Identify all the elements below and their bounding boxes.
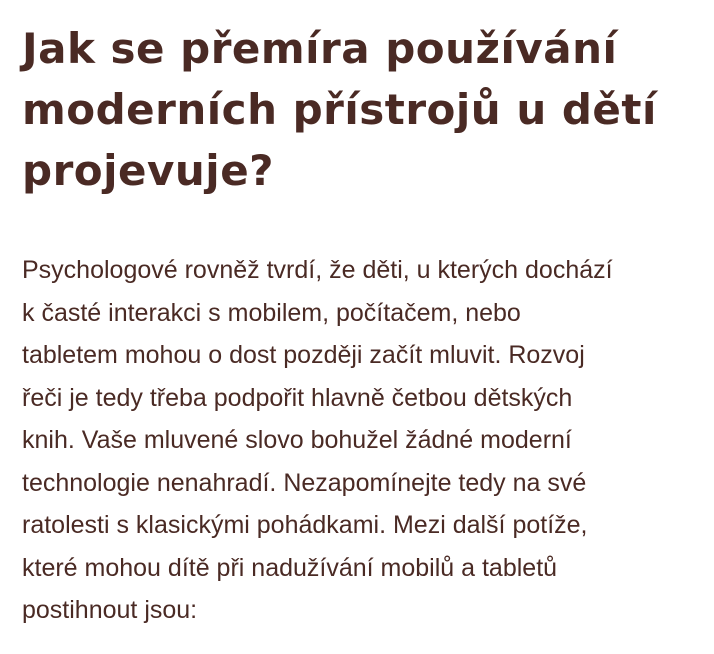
heading-line: moderních přístrojů u dětí [22, 85, 657, 134]
paragraph-line: k časté interakci s mobilem, počítačem, nebo [22, 298, 521, 327]
article-paragraph [22, 249, 702, 632]
paragraph-line: tabletem mohou o dost později začít mluvit. Rozvoj [22, 341, 585, 369]
paragraph-line: postihnout jsou: [22, 596, 198, 624]
heading-line: projevuje? [22, 146, 275, 195]
article [22, 18, 702, 632]
paragraph-line: knih. Vaše mluvené slovo bohužel žádné moderní [22, 426, 572, 454]
article-heading [22, 18, 702, 201]
heading-line: Jak se přemíra používání [22, 24, 618, 73]
paragraph-line: které mohou dítě při nadužívání mobilů a tabletů [22, 553, 558, 582]
paragraph-line: technologie nenahradí. Nezapomínejte tedy na své [22, 468, 587, 497]
paragraph-line: Psychologové rovněž tvrdí, že děti, u kterých dochází [22, 256, 613, 284]
paragraph-line: řeči je tedy třeba podpořit hlavně četbou dětských [22, 383, 573, 412]
paragraph-line: ratolesti s klasickými pohádkami. Mezi další potíže, [22, 511, 588, 539]
